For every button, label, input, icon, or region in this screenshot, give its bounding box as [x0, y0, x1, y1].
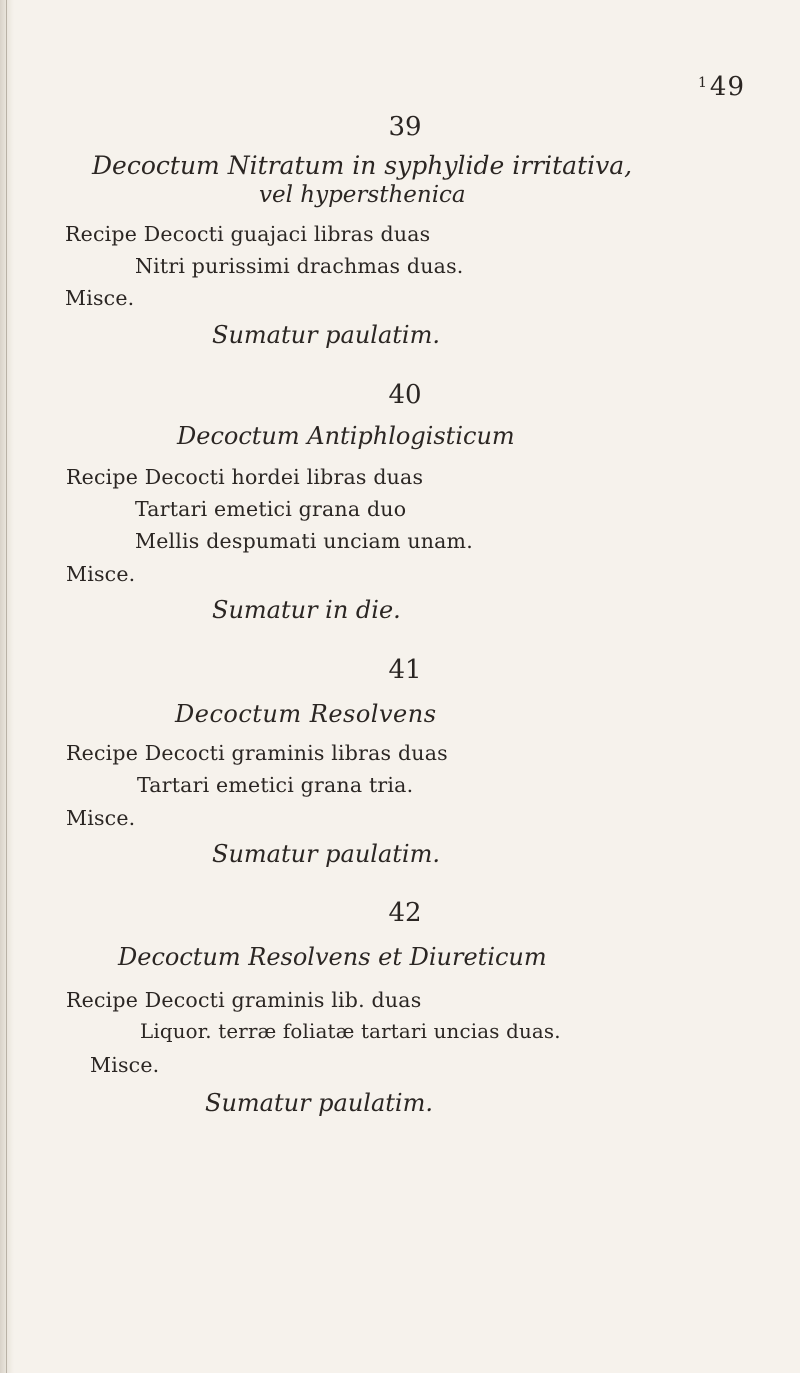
- recipe-line: Misce.: [65, 286, 135, 310]
- recipe-instruction: Sumatur paulatim.: [205, 1089, 433, 1117]
- recipe-line: Liquor. terræ foliatæ tartari uncias duas.: [140, 1020, 561, 1043]
- recipe-instruction: Sumatur paulatim.: [212, 321, 440, 349]
- recipe-line: Recipe Decocti graminis lib. duas: [66, 988, 422, 1012]
- recipe-title: Decoctum Resolvens: [175, 700, 437, 728]
- recipe-line: Tartari emetici grana tria.: [137, 773, 414, 797]
- page-number-value: 49: [709, 72, 746, 102]
- recipe-instruction: Sumatur paulatim.: [212, 840, 440, 868]
- recipe-line: Recipe Decocti graminis libras duas: [66, 741, 448, 765]
- recipe-number: 39: [388, 112, 422, 142]
- recipe-line: Misce.: [90, 1053, 160, 1077]
- page-gutter: [0, 0, 14, 1373]
- recipe-line: Misce.: [66, 562, 136, 586]
- recipe-line: Mellis despumati unciam unam.: [135, 529, 473, 553]
- recipe-number: 42: [388, 898, 422, 928]
- recipe-instruction: Sumatur in die.: [212, 596, 401, 624]
- recipe-line: Tartari emetici grana duo: [135, 497, 407, 521]
- recipe-line: Misce.: [66, 806, 136, 830]
- recipe-title: Decoctum Resolvens et Diureticum: [118, 943, 547, 971]
- recipe-title-continued: vel hypersthenica: [259, 182, 466, 208]
- recipe-number: 41: [388, 655, 422, 685]
- recipe-line: Recipe Decocti hordei libras duas: [66, 465, 424, 489]
- recipe-title: Decoctum Nitratum in syphylide irritativa,: [92, 151, 633, 180]
- recipe-number: 40: [388, 380, 422, 410]
- recipe-line: Recipe Decocti guajaci libras duas: [65, 222, 431, 246]
- recipe-line: Nitri purissimi drachmas duas.: [135, 254, 464, 278]
- recipe-title: Decoctum Antiphlogisticum: [177, 422, 515, 450]
- page-number-superscript: 1: [698, 75, 708, 91]
- page-number: [698, 72, 745, 102]
